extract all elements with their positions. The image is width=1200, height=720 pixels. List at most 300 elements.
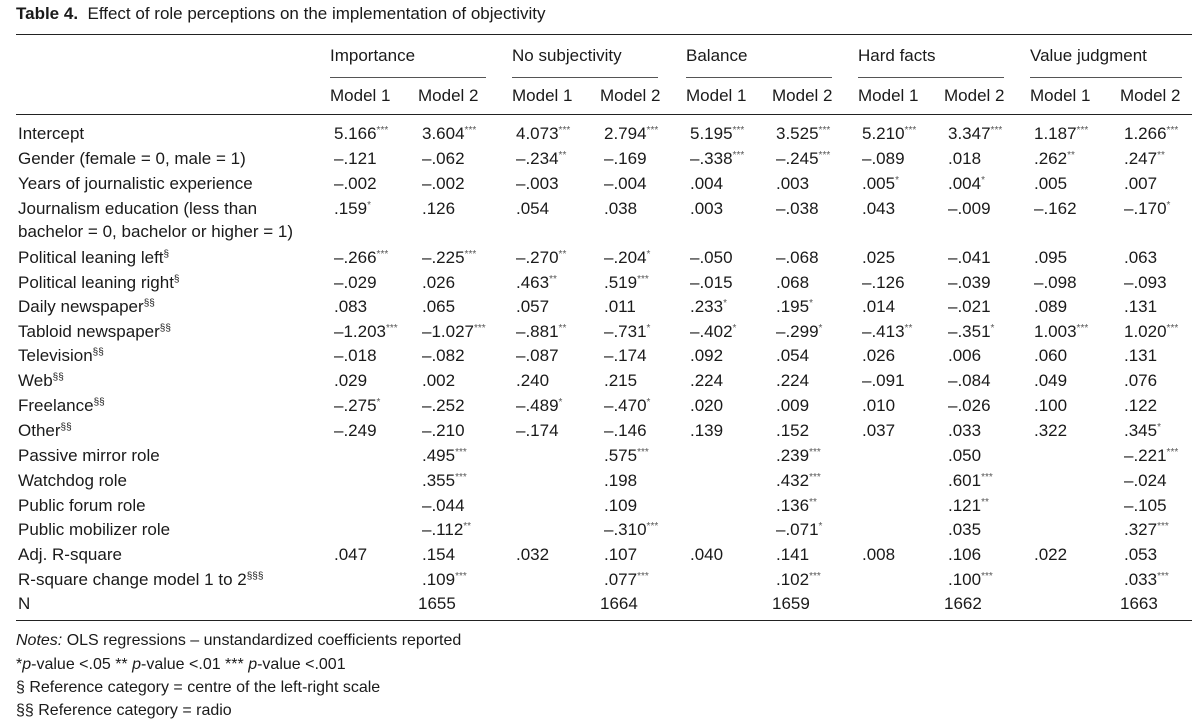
- coefficient-cell: [1124, 570, 1169, 590]
- notes-line-4: §§ Reference category = radio: [16, 702, 232, 719]
- coefficient-value: .247: [1124, 149, 1158, 168]
- coefficient-cell: [334, 124, 388, 144]
- row-label: [18, 570, 263, 590]
- coefficient-cell: [862, 346, 895, 366]
- model-header: Model 1: [858, 86, 919, 105]
- row-label-text: Passive mirror role: [18, 446, 160, 465]
- coefficient-value: .026: [422, 273, 456, 292]
- coefficient-value: .037: [862, 421, 896, 440]
- coefficient-value: .139: [690, 421, 724, 440]
- significance-stars: ***: [981, 472, 993, 483]
- coefficient-value: –.881: [516, 322, 559, 341]
- model-header: Model 1: [1030, 86, 1091, 105]
- coefficient-cell: [1034, 371, 1067, 391]
- coefficient-cell: [1034, 297, 1067, 317]
- coefficient-value: .003: [776, 174, 810, 193]
- table-caption: [16, 4, 546, 24]
- coefficient-value: .159: [334, 199, 368, 218]
- coefficient-cell: [776, 273, 809, 293]
- coefficient-value: 3.347: [948, 124, 991, 143]
- coefficient-value: .322: [1034, 421, 1068, 440]
- coefficient-value: –.039: [948, 273, 991, 292]
- coefficient-cell: [690, 248, 733, 268]
- row-label: [18, 446, 160, 466]
- row-label: [18, 174, 253, 194]
- coefficient-cell: [422, 124, 476, 144]
- coefficient-cell: [776, 570, 821, 590]
- p-italic: p: [248, 656, 258, 673]
- header-rule: [16, 114, 1192, 115]
- coefficient-cell: [1124, 273, 1167, 293]
- coefficient-value: –.044: [422, 496, 465, 515]
- model-header: Model 1: [330, 86, 391, 105]
- coefficient-value: .126: [422, 199, 456, 218]
- sample-size-cell: 1663: [1120, 594, 1158, 613]
- coefficient-cell: [422, 346, 465, 366]
- coefficient-value: .033: [948, 421, 982, 440]
- significance-stars: ***: [376, 249, 389, 260]
- coefficient-value: .049: [1034, 371, 1068, 390]
- coefficient-cell: [422, 570, 467, 590]
- coefficient-cell: [1034, 421, 1067, 441]
- coefficient-value: .198: [604, 471, 638, 490]
- coefficient-value: .240: [516, 371, 550, 390]
- coefficient-cell: [1124, 149, 1165, 169]
- coefficient-cell: [604, 545, 637, 565]
- row-label: [18, 199, 257, 219]
- coefficient-cell: [604, 273, 649, 293]
- row-label: [18, 273, 179, 293]
- row-label-text: Political leaning left: [18, 248, 164, 267]
- significance-stars: ***: [464, 125, 477, 136]
- footnote-mark: §§: [159, 323, 171, 334]
- coefficient-value: .043: [862, 199, 896, 218]
- significance-stars: ***: [981, 571, 993, 582]
- coefficient-value: –.210: [422, 421, 465, 440]
- coefficient-cell: [690, 371, 723, 391]
- coefficient-value: .011: [604, 297, 636, 316]
- coefficient-cell: [948, 545, 981, 565]
- coefficient-cell: [948, 421, 981, 441]
- footnote-mark: §§: [60, 422, 72, 433]
- coefficient-cell: [948, 520, 981, 540]
- coefficient-value: –1.203: [334, 322, 386, 341]
- coefficient-cell: [776, 471, 821, 491]
- coefficient-value: –.275: [334, 396, 377, 415]
- coefficient-cell: [604, 446, 649, 466]
- significance-stars: ***: [809, 472, 821, 483]
- coefficient-cell: [690, 149, 744, 169]
- coefficient-cell: [690, 322, 736, 342]
- significance-stars: ***: [1166, 447, 1179, 458]
- significance-stars: ***: [809, 447, 821, 458]
- coefficient-value: –.413: [862, 322, 905, 341]
- significance-stars: ***: [637, 274, 649, 285]
- coefficient-cell: [422, 471, 467, 491]
- coefficient-value: .575: [604, 446, 638, 465]
- significance-stars: ***: [464, 249, 477, 260]
- significance-stars: ***: [809, 571, 821, 582]
- significance-stars: ***: [646, 125, 659, 136]
- coefficient-cell: [948, 149, 981, 169]
- coefficient-value: .345: [1124, 421, 1158, 440]
- row-label-text: Web: [18, 371, 53, 390]
- coefficient-value: .106: [948, 545, 982, 564]
- significance-stars: ***: [646, 521, 659, 532]
- row-label-continued: bachelor = 0, bachelor or higher = 1): [18, 222, 294, 241]
- significance-stars: **: [1157, 150, 1165, 161]
- coefficient-cell: [776, 545, 809, 565]
- coefficient-value: .239: [776, 446, 810, 465]
- significance-stars: *: [646, 249, 651, 260]
- coefficient-cell: [334, 199, 371, 219]
- coefficient-value: .107: [604, 545, 638, 564]
- coefficient-cell: [948, 273, 991, 293]
- model-header: Model 2: [418, 86, 479, 105]
- coefficient-cell: [690, 545, 723, 565]
- coefficient-value: –.004: [604, 174, 647, 193]
- coefficient-cell: [776, 520, 822, 540]
- coefficient-value: –.112: [422, 520, 464, 539]
- coefficient-value: .020: [690, 396, 724, 415]
- coefficient-cell: [776, 149, 830, 169]
- coefficient-value: .010: [862, 396, 896, 415]
- coefficient-cell: [334, 174, 377, 194]
- row-label-text: R-square change model 1 to 2: [18, 570, 247, 589]
- coefficient-value: .063: [1124, 248, 1158, 267]
- coefficient-cell: [948, 297, 991, 317]
- coefficient-cell: [516, 124, 570, 144]
- coefficient-value: .004: [690, 174, 724, 193]
- significance-stars: ***: [1157, 521, 1169, 532]
- coefficient-cell: [948, 124, 1002, 144]
- notes-line-1: [16, 632, 461, 650]
- coefficient-cell: [948, 471, 993, 491]
- coefficient-value: 5.210: [862, 124, 905, 143]
- coefficient-value: –.089: [862, 149, 905, 168]
- coefficient-value: .050: [948, 446, 982, 465]
- coefficient-value: 3.525: [776, 124, 819, 143]
- coefficient-value: –.310: [604, 520, 647, 539]
- coefficient-cell: [948, 199, 991, 219]
- row-label: [18, 248, 169, 268]
- coefficient-value: .038: [604, 199, 638, 218]
- significance-stars: ***: [474, 323, 486, 334]
- group-underline: [686, 77, 832, 78]
- coefficient-cell: [862, 297, 895, 317]
- coefficient-cell: [1124, 248, 1157, 268]
- coefficient-value: .025: [862, 248, 896, 267]
- coefficient-cell: [1124, 346, 1157, 366]
- coefficient-cell: [604, 297, 636, 317]
- coefficient-cell: [1034, 149, 1075, 169]
- coefficient-value: 3.604: [422, 124, 465, 143]
- coefficient-value: .136: [776, 496, 810, 515]
- coefficient-cell: [690, 199, 723, 219]
- coefficient-cell: [604, 496, 637, 516]
- significance-stars: **: [809, 497, 817, 508]
- coefficient-cell: [776, 174, 809, 194]
- coefficient-value: .004: [948, 174, 982, 193]
- coefficient-value: .035: [948, 520, 982, 539]
- coefficient-cell: [948, 371, 991, 391]
- footnote-mark: §: [173, 274, 180, 285]
- coefficient-value: –.084: [948, 371, 991, 390]
- coefficient-value: –.338: [690, 149, 733, 168]
- coefficient-cell: [516, 322, 566, 342]
- coefficient-value: –1.027: [422, 322, 474, 341]
- group-header: Balance: [686, 46, 748, 65]
- coefficient-value: .068: [776, 273, 810, 292]
- coefficient-cell: [948, 346, 981, 366]
- coefficient-value: –.038: [776, 199, 819, 218]
- coefficient-value: –.018: [334, 346, 377, 365]
- coefficient-cell: [604, 371, 637, 391]
- group-underline: [858, 77, 1004, 78]
- coefficient-cell: [862, 124, 916, 144]
- row-label-text: Daily newspaper: [18, 297, 144, 316]
- coefficient-cell: [604, 248, 650, 268]
- coefficient-cell: [1124, 174, 1157, 194]
- coefficient-cell: [604, 199, 637, 219]
- significance-stars: ***: [386, 323, 398, 334]
- coefficient-cell: [604, 149, 647, 169]
- coefficient-value: .102: [776, 570, 810, 589]
- coefficient-value: .054: [516, 199, 550, 218]
- coefficient-cell: [516, 297, 549, 317]
- coefficient-cell: [422, 199, 455, 219]
- coefficient-value: .224: [690, 371, 724, 390]
- coefficient-value: .601: [948, 471, 982, 490]
- coefficient-cell: [690, 421, 723, 441]
- coefficient-cell: [862, 545, 895, 565]
- coefficient-value: –.170: [1124, 199, 1167, 218]
- coefficient-value: –.002: [422, 174, 465, 193]
- coefficient-cell: [862, 149, 905, 169]
- significance-stars: *: [646, 397, 651, 408]
- coefficient-value: –.105: [1124, 496, 1167, 515]
- coefficient-value: –.221: [1124, 446, 1167, 465]
- sample-size-cell: 1655: [418, 594, 456, 613]
- coefficient-cell: [862, 421, 895, 441]
- row-label: [18, 297, 155, 317]
- coefficient-cell: [516, 421, 559, 441]
- coefficient-value: .195: [776, 297, 810, 316]
- coefficient-cell: [334, 371, 367, 391]
- coefficient-value: .109: [422, 570, 456, 589]
- coefficient-value: .092: [690, 346, 724, 365]
- coefficient-value: 1.020: [1124, 322, 1167, 341]
- coefficient-value: .463: [516, 273, 550, 292]
- coefficient-value: .053: [1124, 545, 1158, 564]
- row-label-text: Other: [18, 421, 61, 440]
- coefficient-value: –.015: [690, 273, 733, 292]
- coefficient-cell: [604, 471, 637, 491]
- significance-stars: **: [463, 521, 472, 532]
- row-label: [18, 124, 84, 144]
- coefficient-value: –.270: [516, 248, 559, 267]
- coefficient-value: .215: [604, 371, 638, 390]
- coefficient-value: 1.266: [1124, 124, 1167, 143]
- group-header: Value judgment: [1030, 46, 1147, 65]
- coefficient-cell: [1124, 471, 1167, 491]
- p-text: -value <.05 **: [31, 656, 133, 673]
- coefficient-cell: [334, 346, 377, 366]
- p-text: -value <.01 ***: [141, 656, 249, 673]
- table-label: Table 4.: [16, 4, 79, 23]
- coefficient-cell: [690, 346, 723, 366]
- coefficient-cell: [776, 496, 817, 516]
- coefficient-cell: [1124, 446, 1178, 466]
- coefficient-cell: [862, 396, 895, 416]
- coefficient-cell: [776, 124, 830, 144]
- coefficient-value: –.098: [1034, 273, 1077, 292]
- coefficient-cell: [604, 421, 647, 441]
- coefficient-value: .233: [690, 297, 724, 316]
- coefficient-value: –.299: [776, 322, 819, 341]
- coefficient-cell: [422, 149, 465, 169]
- row-label: [18, 346, 104, 366]
- coefficient-value: .100: [1034, 396, 1068, 415]
- coefficient-cell: [1124, 371, 1157, 391]
- coefficient-value: –.169: [604, 149, 647, 168]
- coefficient-cell: [516, 346, 559, 366]
- coefficient-value: .005: [1034, 174, 1068, 193]
- coefficient-cell: [948, 570, 993, 590]
- coefficient-value: –.071: [776, 520, 819, 539]
- significance-stars: ***: [637, 447, 649, 458]
- significance-stars: ***: [455, 472, 467, 483]
- coefficient-cell: [776, 297, 813, 317]
- coefficient-cell: [690, 124, 744, 144]
- coefficient-cell: [862, 273, 905, 293]
- coefficient-cell: [604, 124, 658, 144]
- model-header: Model 2: [1120, 86, 1181, 105]
- coefficient-cell: [334, 545, 367, 565]
- coefficient-cell: [1124, 421, 1161, 441]
- significance-stars: *: [1157, 422, 1161, 433]
- coefficient-value: –.082: [422, 346, 465, 365]
- bottom-rule: [16, 620, 1192, 621]
- coefficient-cell: [422, 396, 465, 416]
- coefficient-cell: [1034, 273, 1077, 293]
- coefficient-value: –.029: [334, 273, 377, 292]
- coefficient-cell: [516, 174, 559, 194]
- coefficient-value: .029: [334, 371, 368, 390]
- coefficient-value: –.234: [516, 149, 559, 168]
- significance-stars: ***: [637, 571, 649, 582]
- significance-stars: *: [723, 298, 727, 309]
- coefficient-cell: [1034, 174, 1067, 194]
- model-header: Model 1: [686, 86, 747, 105]
- footnote-mark: §: [163, 249, 170, 260]
- coefficient-cell: [422, 248, 476, 268]
- coefficient-cell: [422, 496, 465, 516]
- coefficient-cell: [1124, 322, 1178, 342]
- coefficient-value: .076: [1124, 371, 1158, 390]
- group-header: No subjectivity: [512, 46, 622, 65]
- significance-stars: *: [376, 397, 381, 408]
- coefficient-value: .022: [1034, 545, 1068, 564]
- p-italic: p: [22, 656, 32, 673]
- coefficient-value: .014: [862, 297, 896, 316]
- row-label: [18, 545, 122, 565]
- coefficient-cell: [776, 371, 809, 391]
- coefficient-value: .100: [948, 570, 982, 589]
- coefficient-value: –.470: [604, 396, 647, 415]
- coefficient-value: –.162: [1034, 199, 1077, 218]
- coefficient-cell: [1124, 124, 1178, 144]
- coefficient-cell: [422, 421, 465, 441]
- coefficient-value: .089: [1034, 297, 1068, 316]
- coefficient-value: 1.187: [1034, 124, 1077, 143]
- coefficient-value: –.402: [690, 322, 733, 341]
- row-label: [18, 471, 127, 491]
- coefficient-value: .047: [334, 545, 368, 564]
- coefficient-value: –.024: [1124, 471, 1167, 490]
- coefficient-cell: [862, 248, 895, 268]
- coefficient-cell: [422, 297, 455, 317]
- footnote-mark: §§: [93, 397, 105, 408]
- coefficient-cell: [334, 297, 367, 317]
- coefficient-value: .083: [334, 297, 368, 316]
- notes-text: OLS regressions – unstandardized coefficients reported: [62, 632, 462, 649]
- row-label: [18, 322, 171, 342]
- row-label: [18, 371, 64, 391]
- notes-line-3: § Reference category = centre of the left-right scale: [16, 679, 381, 696]
- coefficient-cell: [516, 273, 557, 293]
- coefficient-cell: [604, 322, 650, 342]
- coefficient-value: .095: [1034, 248, 1068, 267]
- coefficient-cell: [422, 520, 471, 540]
- model-header: Model 2: [772, 86, 833, 105]
- group-underline: [330, 77, 486, 78]
- coefficient-value: –.204: [604, 248, 647, 267]
- coefficient-value: 4.073: [516, 124, 559, 143]
- coefficient-cell: [422, 545, 455, 565]
- coefficient-cell: [690, 396, 723, 416]
- coefficient-value: .355: [422, 471, 456, 490]
- coefficient-cell: [1034, 199, 1077, 219]
- coefficient-value: 5.195: [690, 124, 733, 143]
- significance-stars: ***: [1076, 323, 1089, 334]
- coefficient-value: .033: [1124, 570, 1158, 589]
- coefficient-cell: [334, 248, 388, 268]
- coefficient-cell: [948, 446, 981, 466]
- coefficient-cell: [1034, 248, 1067, 268]
- row-label-text: Gender (female = 0, male = 1): [18, 149, 246, 168]
- coefficient-value: 1.003: [1034, 322, 1077, 341]
- coefficient-value: .432: [776, 471, 810, 490]
- coefficient-cell: [1124, 496, 1167, 516]
- coefficient-cell: [776, 421, 809, 441]
- footnote-mark: §§§: [246, 571, 264, 582]
- row-label-text: Journalism education (less than: [18, 199, 258, 218]
- significance-stars: ***: [376, 125, 389, 136]
- coefficient-value: –.146: [604, 421, 647, 440]
- coefficient-value: .032: [516, 545, 550, 564]
- coefficient-cell: [604, 346, 647, 366]
- coefficient-value: .008: [862, 545, 896, 564]
- sample-size-cell: 1664: [600, 594, 638, 613]
- sample-size-cell: 1659: [772, 594, 810, 613]
- coefficient-cell: [422, 322, 486, 342]
- row-label-text: Political leaning right: [18, 273, 174, 292]
- coefficient-value: .121: [948, 496, 982, 515]
- coefficient-value: .005: [862, 174, 896, 193]
- coefficient-cell: [776, 446, 821, 466]
- table-title: Effect of role perceptions on the implementation of objectivity: [87, 4, 546, 23]
